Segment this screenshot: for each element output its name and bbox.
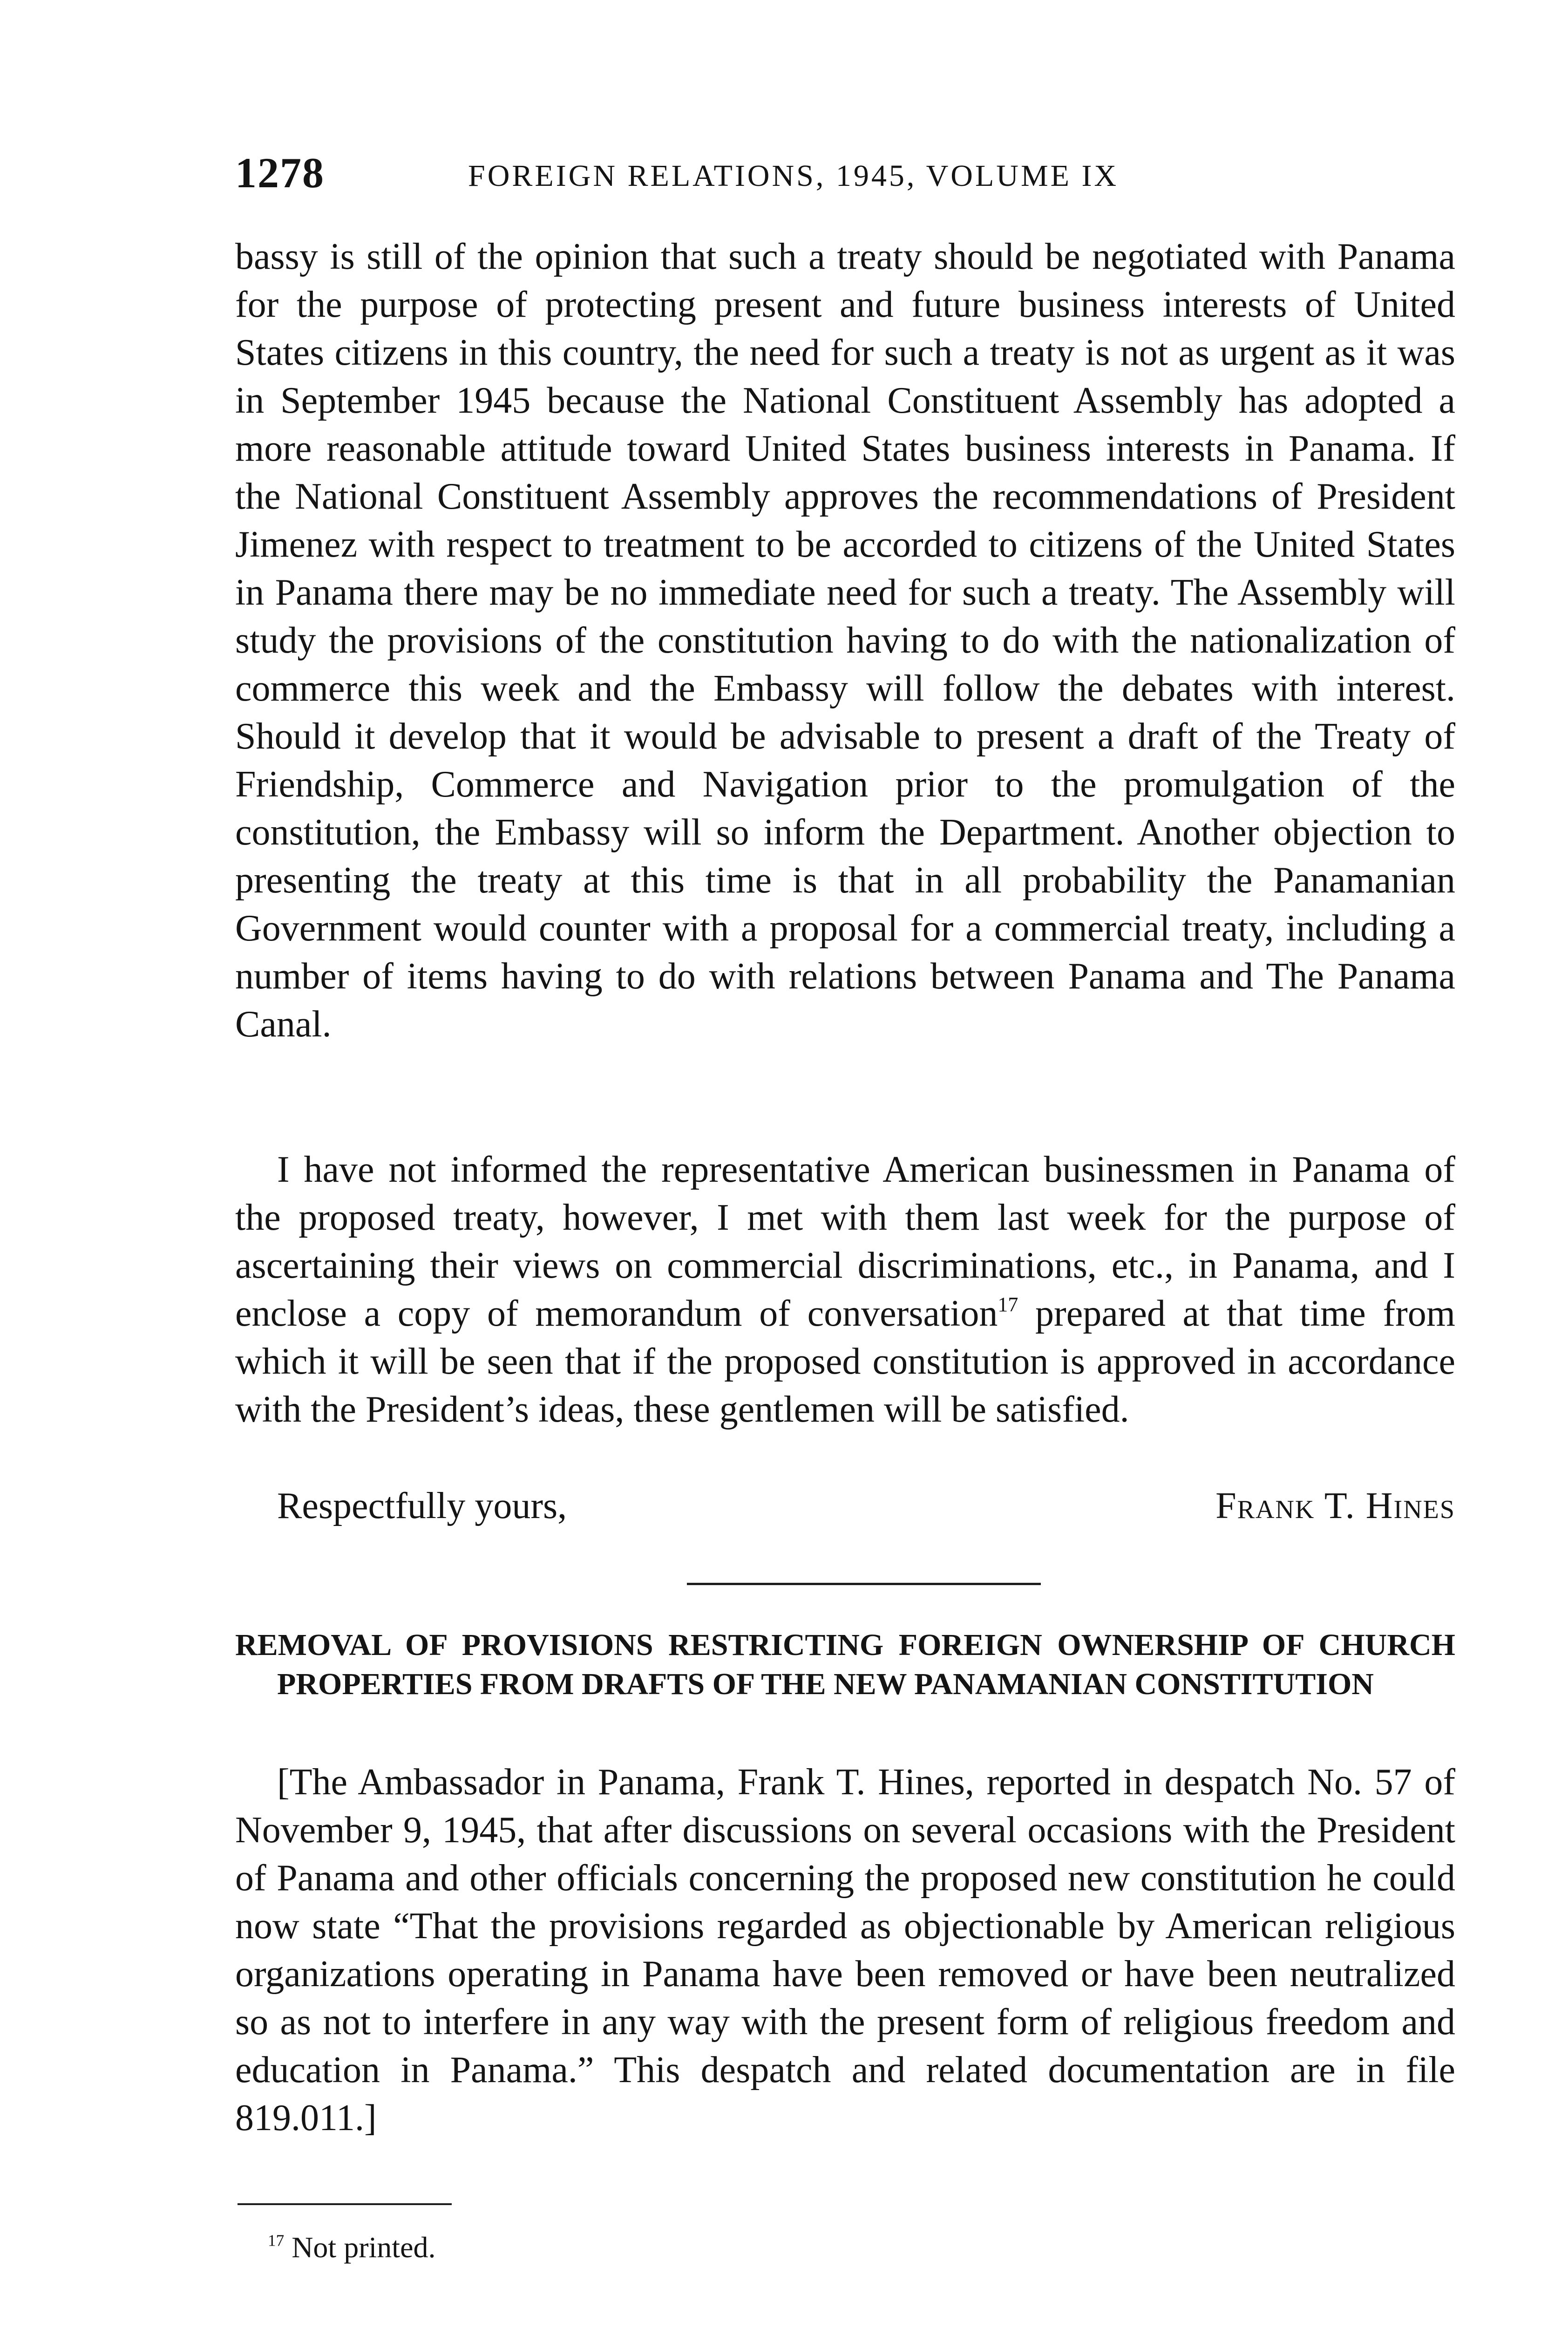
paragraph-2-text-continued: prepared at that time from which it will be seen that if the proposed constitution is approved in accordance with the President’s ideas, these gentlemen will be satisfied. [235,1293,1455,1430]
signature: Frank T. Hines [1215,1485,1455,1526]
paragraph-2-text: I have not informed the representative American businessmen in Panama of the proposed treaty, however, I met with them last week for the purpose of ascertaining their views on commercial discriminations, etc., in Panama, and I enclose a copy of memorandum of conversation [235,1149,1455,1334]
body-paragraph-1: bassy is still of the opinion that such a treaty should be negotiated with Panama for the purpose of protecting present and future business interests of United States citizens in this country, the need for such a treaty is not as urgent as it was in September 1945 because the National Constituent Assembly has adopted a more reasonable attitude toward United States business interests in Panama. If the National Constituent Assembly approves the recommendations of President Jimenez with respect to treatment to be accorded to citizens of the United States in Panama there may be no immediate need for such a treaty. The Assembly will study the provisions of the constitution having to do with the nationalization of commerce this week and the Embassy will follow the debates with interest. Should it develop that it would be advisable to present a draft of the Treaty of Friendship, Commerce and Navigation prior to the promulgation of the constitution, the Embassy will so inform the Department. Another objection to presenting the treaty at this time is that in all probability the Panamanian Government would counter with a proposal for a commercial treaty, including a number of items having to do with relations between Panama and The Panama Canal. [235,236,1455,1045]
running-head: FOREIGN RELATIONS, 1945, VOLUME IX [468,159,1119,193]
footnote [268,2229,435,2266]
footnote-text: Not printed. [292,2231,436,2264]
footnote-divider [238,2203,452,2205]
page-number: 1278 [235,149,325,197]
footnote-number: 17 [268,2231,285,2250]
body-paragraph-2 [235,1146,1455,1434]
section-title: REMOVAL OF PROVISIONS RESTRICTING FOREIGN OWNERSHIP OF CHURCH PROPERTIES FROM DRAFTS OF THE NEW PANAMANIAN CONSTITUTION [235,1628,1455,1701]
footnote-reference: 17 [998,1293,1018,1316]
body-paragraph-3: [The Ambassador in Panama, Frank T. Hines, reported in despatch No. 57 of November 9, 1945, that after discussions on several occasions with the President of Panama and other officials concerning the proposed new constitution he could now state “That the provisions regarded as objectionable by American religious organizations operating in Panama have been removed or have been neutralized so as not to interfere in any way with the present form of religious freedom and education in Panama.” This despatch and related documentation are in file 819.011.] [235,1762,1455,2138]
page-header [235,148,1455,199]
section-divider [687,1583,1041,1585]
closing-salutation: Respectfully yours, [277,1485,567,1526]
